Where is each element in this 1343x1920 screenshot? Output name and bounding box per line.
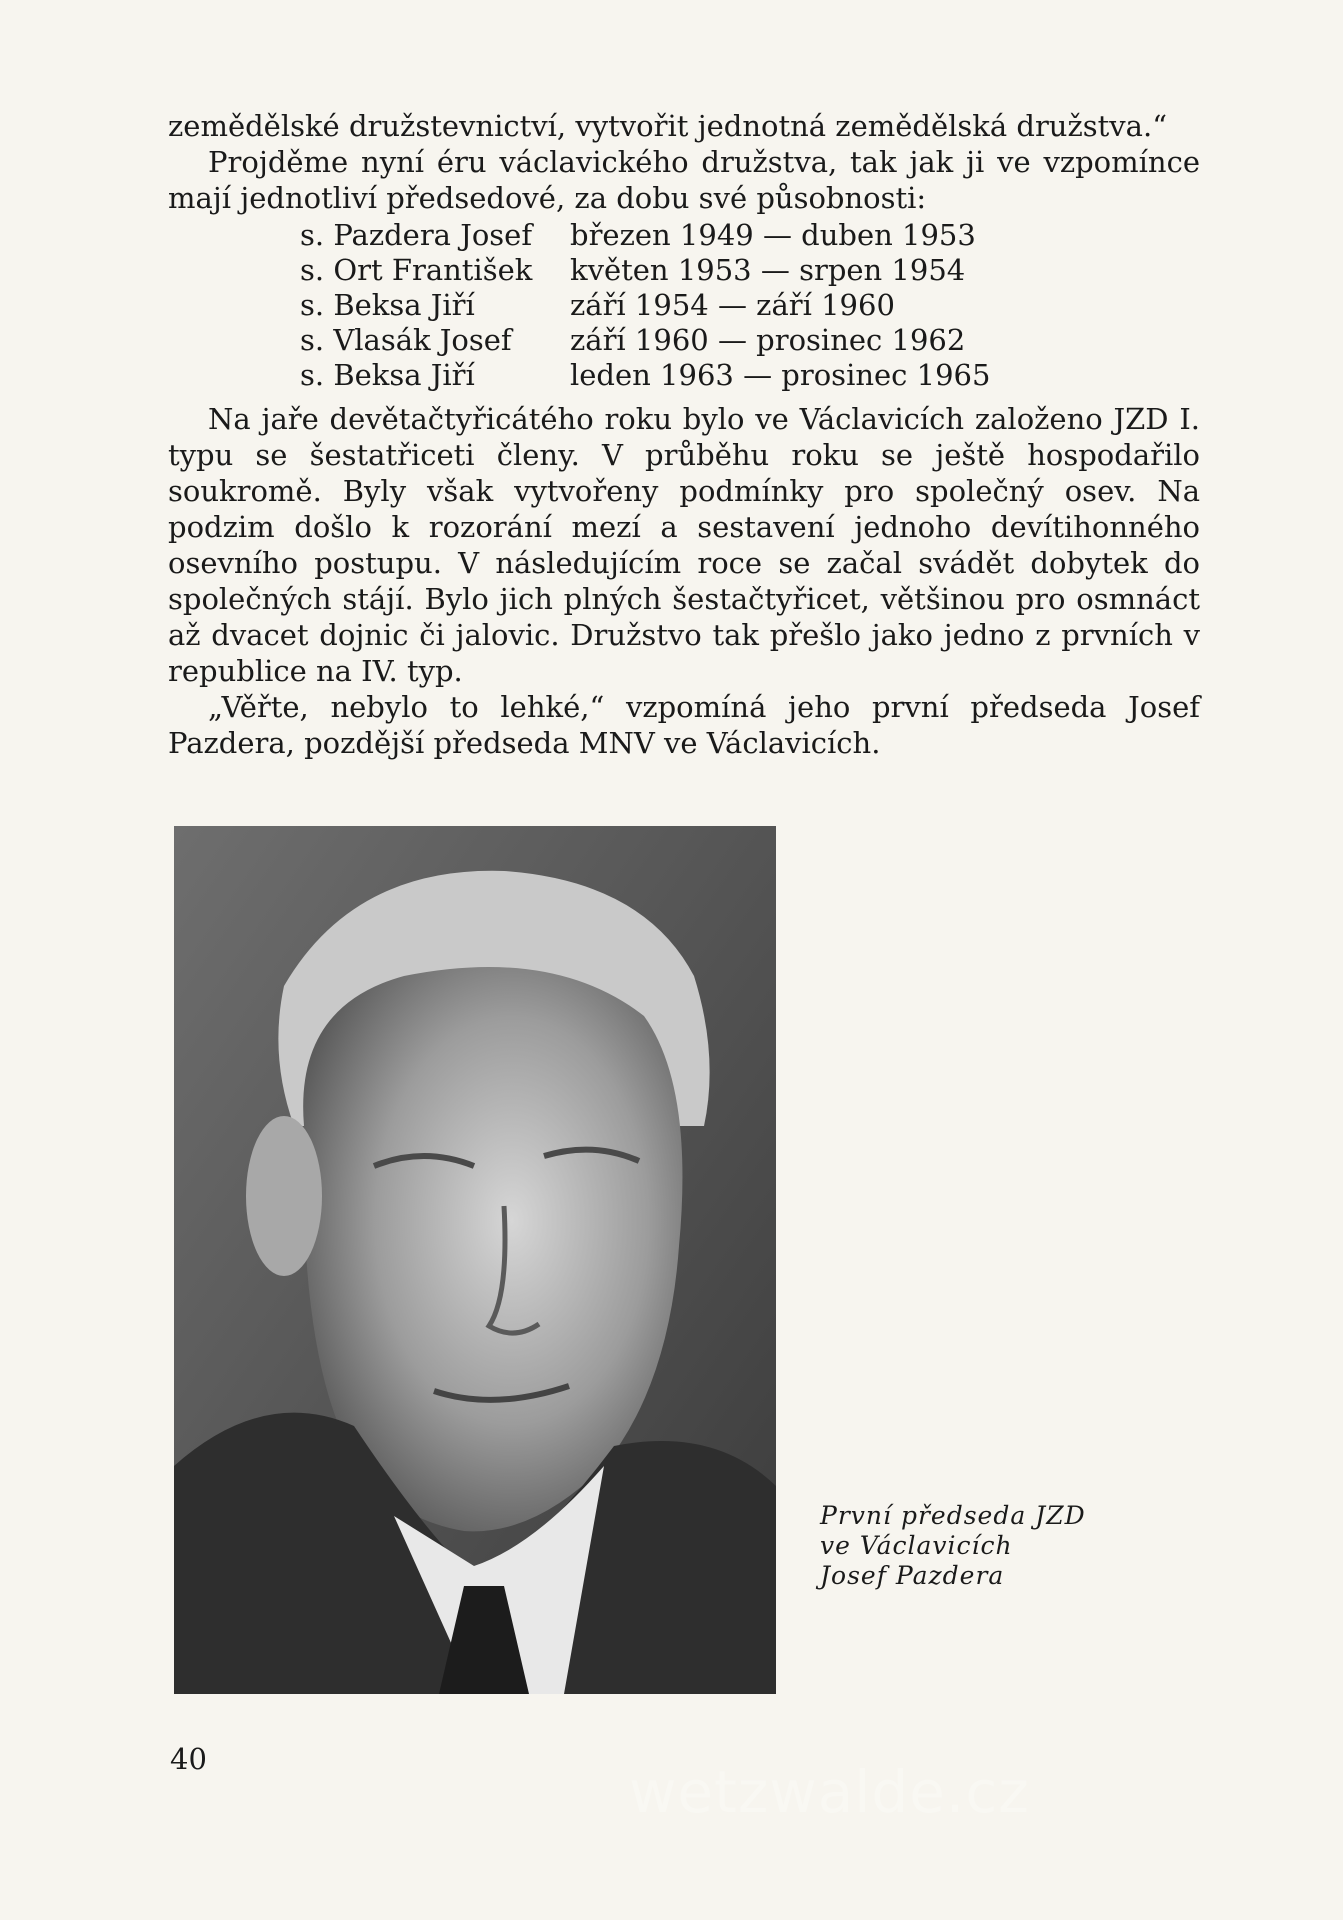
caption-line: První předseda JZD — [820, 1501, 1086, 1530]
body-text — [168, 108, 1200, 761]
paragraph-era: Projděme nyní éru václavického družstva, tak jak ji ve vzpomínce mají jednotliví předsedové, za dobu své působnosti: — [168, 145, 1200, 215]
paragraph-spring: Na jaře devětačtyřicátého roku bylo ve Václavicích založeno JZD I. typu se šestatřiceti členy. V průběhu roku se ještě hospodařilo soukromě. Byly však vytvořeny podmínky pro společný osev. Na podzim došlo k rozorání mezí a sestavení jednoho devítihonného osevního postupu. V následujícím roce se začal svádět dobytek do společných stájí. Bylo jich plných šestačtyřicet, většinou pro osmnáct až dvacet dojnic či jalovic. Družstvo tak přešlo jako jedno z prvních v republice na IV. typ. — [168, 402, 1200, 688]
list-item — [300, 288, 990, 323]
chairman-name: s. Pazdera Josef — [300, 218, 533, 252]
photo-caption — [820, 1501, 1140, 1591]
list-item — [300, 253, 990, 288]
chairman-name: s. Ort František — [300, 253, 533, 287]
chairman-name: s. Beksa Jiří — [300, 288, 475, 322]
chairman-term: září 1954 — září 1960 — [570, 288, 895, 322]
caption-line: Josef Pazdera — [820, 1561, 1005, 1590]
list-item — [300, 358, 990, 393]
chairman-term: září 1960 — prosinec 1962 — [570, 323, 966, 357]
paragraph-quote: „Věřte, nebylo to lehké,“ vzpomíná jeho první předseda Josef Pazdera, pozdější předseda MNV ve Václavicích. — [168, 690, 1200, 760]
chairman-term: leden 1963 — prosinec 1965 — [570, 358, 991, 392]
caption-line: ve Václavicích — [820, 1531, 1013, 1560]
page-number: 40 — [170, 1742, 207, 1776]
chairmen-list — [300, 218, 990, 393]
list-item — [300, 218, 990, 253]
chairman-term: květen 1953 — srpen 1954 — [570, 253, 966, 287]
portrait-illustration — [174, 826, 776, 1694]
chairman-term: březen 1949 — duben 1953 — [570, 218, 976, 252]
photo-watermark: wetzwalde.cz — [629, 1758, 1030, 1826]
list-item — [300, 323, 990, 358]
chairman-name: s. Beksa Jiří — [300, 358, 475, 392]
paragraph-intro: zemědělské družstevnictví, vytvořit jednotná zemědělská družstva.“ — [168, 109, 1168, 143]
chairman-name: s. Vlasák Josef — [300, 323, 512, 357]
